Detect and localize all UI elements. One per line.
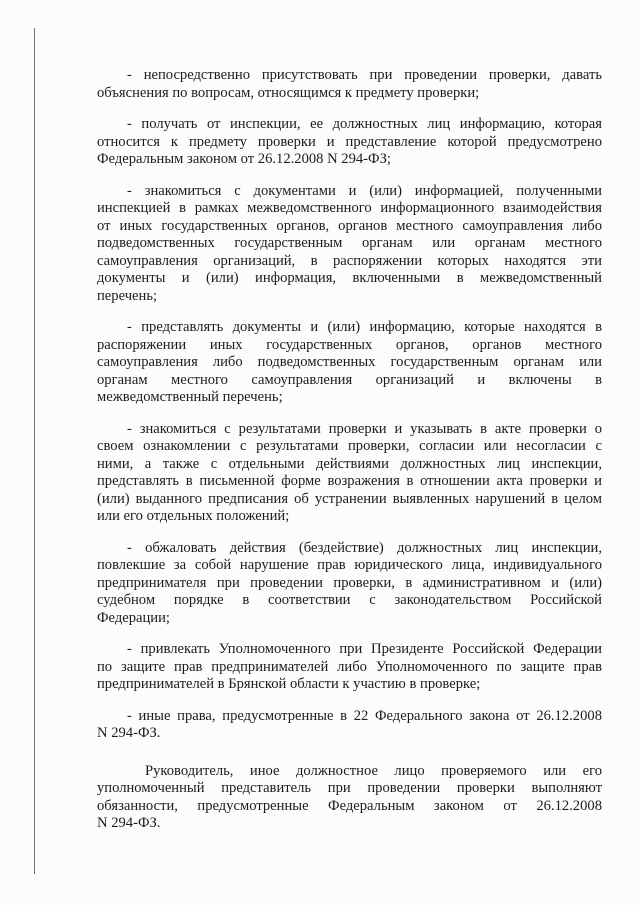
text-line: распоряжении иных государственных органов, органов местного bbox=[97, 336, 602, 353]
text-line: (или) выданного предписания об устранении выявленных нарушений в целом bbox=[97, 490, 602, 507]
text-line: - получать от инспекции, ее должностных лиц информацию, которая bbox=[127, 116, 602, 132]
text-line: N 294-ФЗ. bbox=[97, 725, 161, 741]
text-line: от иных государственных органов, органов местного самоуправления либо bbox=[97, 217, 602, 234]
text-line: предпринимателей в Брянской области к участию в проверке; bbox=[97, 676, 481, 692]
text-line: подведомственных государственным органам или органам местного bbox=[97, 235, 602, 251]
text-line: - привлекать Уполномоченного при Президенте Российской Федерации bbox=[127, 641, 602, 657]
text-line: обязанности, предусмотренные Федеральным законом от 26.12.2008 bbox=[97, 797, 602, 814]
right-submit-documents bbox=[97, 319, 602, 407]
text-line: объяснения по вопросам, относящимся к предмету проверки; bbox=[97, 84, 480, 101]
text-line: - обжаловать действия (бездействие) должностных лиц инспекции, bbox=[127, 539, 602, 556]
text-line: - знакомиться с документами и (или) информацией, полученными bbox=[127, 182, 602, 199]
text-line: инспекцией в рамках межведомственного информационного взаимодействия bbox=[97, 200, 602, 216]
text-line: предпринимателя при проведении проверки, в административном и (или) bbox=[97, 574, 602, 591]
text-line: N 294-ФЗ. bbox=[97, 815, 161, 831]
right-involve-ombudsman bbox=[97, 641, 602, 694]
text-line: - непосредственно присутствовать при проведении проверки, давать bbox=[127, 67, 602, 83]
text-line: органам местного самоуправления организаций и включены в bbox=[97, 371, 602, 388]
right-review-results bbox=[97, 421, 602, 526]
text-line: повлекшие за собой нарушение прав юридического лица, индивидуального bbox=[97, 557, 602, 573]
text-line: уполномоченный представитель при проведении проверки выполняют bbox=[97, 780, 602, 796]
text-line: Руководитель, иное должностное лицо проверяемого или его bbox=[145, 762, 602, 779]
right-other bbox=[97, 708, 602, 743]
right-receive-information bbox=[97, 116, 602, 169]
text-line: относится к предмету проверки и представление которой предусмотрено bbox=[97, 133, 602, 150]
document-body bbox=[97, 67, 602, 847]
right-view-documents bbox=[97, 183, 602, 306]
text-line: своем ознакомлении с результатами проверки, согласии или несогласии с bbox=[97, 438, 602, 454]
text-line: - знакомиться с результатами проверки и указывать в акте проверки о bbox=[127, 420, 602, 437]
right-attend-inspection bbox=[97, 67, 602, 102]
text-line: ними, а также с отдельными действиями должностных лиц инспекции, bbox=[97, 455, 602, 472]
text-line: или его отдельных положений; bbox=[97, 508, 290, 524]
text-line: представлять в письменной форме возражения в отношении акта проверки и bbox=[97, 473, 602, 489]
text-line: документы и (или) информация, включенными в межведомственный bbox=[97, 270, 602, 286]
text-line: Федерации; bbox=[97, 609, 170, 626]
text-line: - иные права, предусмотренные в 22 Федерального закона от 26.12.2008 bbox=[127, 707, 602, 724]
duties-paragraph bbox=[97, 763, 602, 833]
text-line: самоуправления организаций, в распоряжении которых находятся эти bbox=[97, 252, 602, 269]
text-line: по защите прав предпринимателей либо Уполномоченного по защите прав bbox=[97, 658, 602, 675]
scan-edge-line bbox=[34, 28, 35, 874]
right-appeal-actions bbox=[97, 540, 602, 628]
text-line: судебном порядке в соответствии с законодательством Российской bbox=[97, 592, 602, 608]
text-line: - представлять документы и (или) информацию, которые находятся в bbox=[127, 319, 602, 335]
text-line: перечень; bbox=[97, 287, 158, 304]
text-line: межведомственный перечень; bbox=[97, 389, 283, 405]
text-line: самоуправления либо подведомственных государственным органам или bbox=[97, 354, 602, 370]
text-line: Федеральным законом от 26.12.2008 N 294-ФЗ; bbox=[97, 151, 391, 167]
